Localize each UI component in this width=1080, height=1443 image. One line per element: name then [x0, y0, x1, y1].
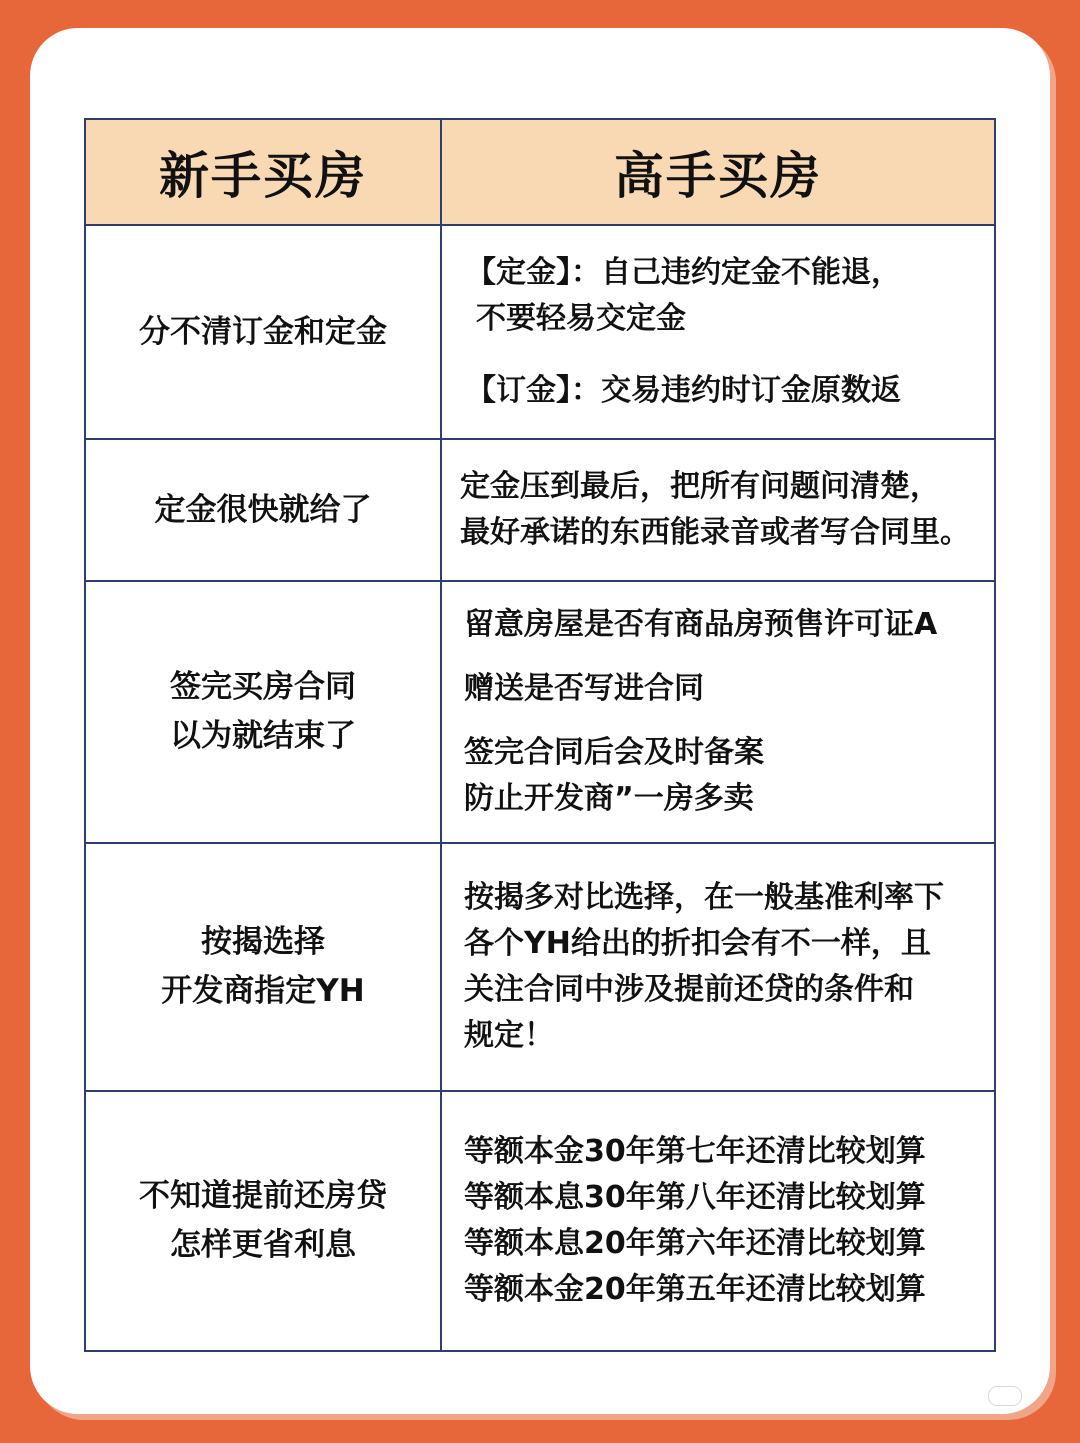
expert-cell	[441, 225, 995, 439]
novice-text: 以为就结束了	[170, 717, 356, 754]
novice-cell	[85, 439, 441, 581]
spacer	[464, 712, 990, 730]
table-row	[85, 1091, 995, 1351]
expert-text: 等额本金30年第七年还清比较划算	[464, 1133, 926, 1169]
expert-text: 赠送是否写进合同	[464, 670, 704, 706]
expert-text: 防止开发商”一房多卖	[464, 780, 754, 816]
novice-cell	[85, 225, 441, 439]
expert-text: 等额本金20年第五年还清比较划算	[464, 1271, 926, 1307]
header-novice: 新手买房	[85, 119, 441, 225]
expert-text: 不要轻易交定金	[476, 301, 686, 337]
expert-cell	[441, 843, 995, 1091]
novice-text: 怎样更省利息	[170, 1226, 356, 1263]
expert-text: 最好承诺的东西能录音或者写合同里。	[460, 515, 970, 551]
header-expert: 高手买房	[441, 119, 995, 225]
expert-text: 规定！	[464, 1017, 554, 1053]
table-row	[85, 581, 995, 842]
novice-text: 不知道提前还房贷	[139, 1177, 387, 1214]
watermark-badge	[988, 1386, 1022, 1406]
table-row	[85, 439, 995, 581]
expert-text: 【订金】：交易违约时订金原数返	[466, 373, 901, 409]
novice-text: 按揭选择	[201, 923, 325, 960]
novice-text: 签完买房合同	[170, 668, 356, 705]
table-header-row	[85, 119, 995, 225]
novice-cell	[85, 843, 441, 1091]
expert-text: 【定金】：自己违约定金不能退，	[466, 255, 901, 291]
expert-text: 签完合同后会及时备案	[464, 734, 764, 770]
expert-cell	[441, 1091, 995, 1351]
expert-text: 等额本息30年第八年还清比较划算	[464, 1179, 926, 1215]
expert-text: 按揭多对比选择，在一般基准利率下	[464, 879, 944, 915]
spacer	[464, 648, 990, 666]
expert-text: 定金压到最后，把所有问题问清楚，	[460, 469, 940, 505]
expert-text: 关注合同中涉及提前还贷的条件和	[464, 971, 914, 1007]
spacer	[476, 342, 990, 368]
novice-cell	[85, 581, 441, 842]
expert-cell	[441, 439, 995, 581]
novice-text: 开发商指定YH	[161, 972, 365, 1009]
novice-text: 分不清订金和定金	[139, 313, 387, 350]
expert-text: 各个YH给出的折扣会有不一样，且	[464, 925, 931, 961]
table-row	[85, 843, 995, 1091]
novice-cell	[85, 1091, 441, 1351]
expert-cell	[441, 581, 995, 842]
novice-text: 定金很快就给了	[154, 491, 372, 528]
expert-text: 等额本息20年第六年还清比较划算	[464, 1225, 926, 1261]
comparison-table	[84, 118, 996, 1352]
expert-text: 留意房屋是否有商品房预售许可证A	[464, 606, 938, 642]
table-row	[85, 225, 995, 439]
